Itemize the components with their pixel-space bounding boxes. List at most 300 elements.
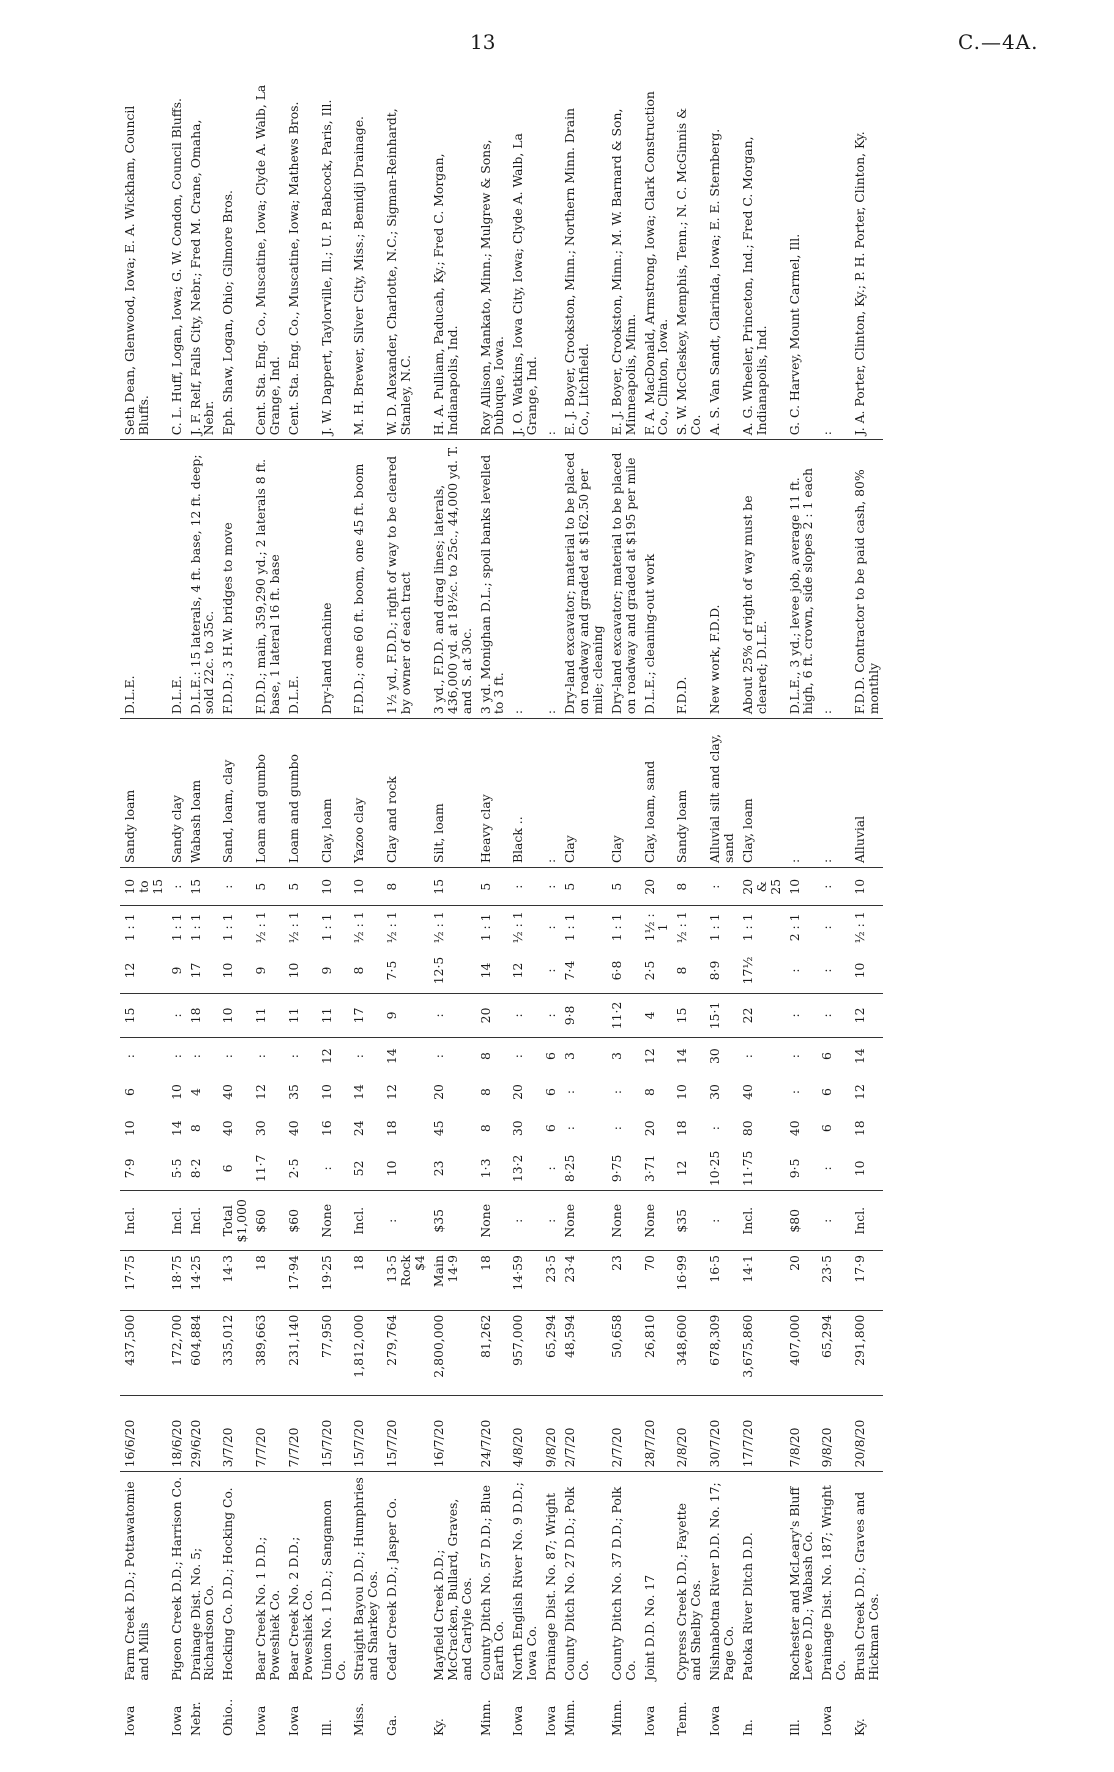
extras-cell: $35: [672, 1191, 705, 1251]
contractor-cell: H. A. Pulliam, Paducah, Ky.; Fred C. Morgan, Indianapolis, Ind.: [429, 80, 476, 440]
value-cell-1: 8·2: [186, 1146, 219, 1191]
method-cell: About 25% of right of way must be cleared; D.L.E.: [738, 440, 785, 719]
yardage-cell: 48,594: [560, 1310, 607, 1395]
value-cell-3: 6: [543, 1088, 559, 1096]
yardage-cell: 77,950: [317, 1310, 350, 1395]
value-cell-3: 20: [510, 1084, 526, 1100]
price-cell: Main 14·9: [429, 1251, 476, 1311]
price-cell: 16·99: [672, 1251, 705, 1311]
slope-cell: 1 : 1: [562, 913, 578, 942]
depth-cell: 15: [186, 868, 219, 906]
slope-cell: ½ : 1: [253, 911, 269, 944]
value-cell-2: 18: [384, 1120, 400, 1137]
value-cell-6: :: [541, 948, 560, 993]
value-cell-6: 9: [317, 948, 350, 993]
yardage-cell: 335,012: [218, 1310, 251, 1395]
value-cell-1: 10·25: [705, 1146, 738, 1191]
price-cell: 14·1: [738, 1251, 785, 1311]
value-cell-6: 8·9: [705, 948, 738, 993]
table-row: [218, 80, 251, 1740]
extras-cell: Incl.: [186, 1191, 219, 1251]
state-cell: Nebr.: [187, 1701, 203, 1736]
soil-cell: Wabash loam: [186, 719, 219, 868]
soil-cell: Clay, loam: [738, 719, 785, 868]
method-cell: D.L.E.: [120, 440, 167, 719]
table-row: [607, 80, 640, 1740]
value-cell-5: :: [817, 993, 850, 1038]
extras-cell: None: [640, 1191, 673, 1251]
value-cell-6: 8: [349, 948, 382, 993]
value-cell-6: 7·4: [560, 948, 607, 993]
value-cell-6: 8: [672, 948, 705, 993]
value-cell-5: 15: [120, 993, 167, 1038]
state-cell: Ill.: [786, 1719, 802, 1736]
contractor-cell: J. O. Watkins, Iowa City, Iowa; Clyde A. Walb, La Grange, Ind.: [508, 80, 541, 440]
value-cell-5: :: [508, 993, 541, 1038]
table-row: [186, 80, 219, 1740]
value-cell-2: 40: [220, 1120, 236, 1137]
value-cell-5: 12: [850, 993, 883, 1038]
project-cell: Hocking Co. D.D.; Hocking Co.: [220, 1487, 236, 1681]
soil-cell: Clay: [560, 719, 607, 868]
date-cell: 3/7/20: [218, 1395, 251, 1472]
price-cell: 14·3: [218, 1251, 251, 1311]
contractor-cell: C. L. Huff, Logan, Iowa; G. W. Condon, Council Bluffs.: [167, 80, 186, 440]
value-cell-4: :: [187, 1054, 203, 1059]
value-cell-1: :: [817, 1146, 850, 1191]
extras-cell: :: [382, 1191, 429, 1251]
value-cell-2: 24: [351, 1120, 367, 1137]
contractor-cell: E. J. Boyer, Crookston, Minn.; Northern Minn. Drain Co., Litchfield.: [560, 80, 607, 440]
depth-cell: :: [218, 868, 251, 906]
project-cell: North English River No. 9 D.D.; Iowa Co.: [510, 1482, 540, 1681]
value-cell-2: 30: [510, 1120, 526, 1137]
method-cell: F.D.D.: [672, 440, 705, 719]
project-cell: Brush Creek D.D.; Graves and Hickman Cos.: [852, 1491, 881, 1681]
slope-cell: 1 : 1: [187, 913, 203, 942]
price-cell: 14·25: [186, 1251, 219, 1311]
soil-cell: Sandy loam: [120, 719, 167, 868]
value-cell-3: 30: [707, 1084, 723, 1100]
date-cell: 15/7/20: [349, 1395, 382, 1472]
value-cell-4: :: [510, 1054, 526, 1059]
value-cell-5: 11: [317, 993, 350, 1038]
soil-cell: Yazoo clay: [349, 719, 382, 868]
contractor-cell: Seth Dean, Glenwood, Iowa; E. A. Wickham, Council Bluffs.: [120, 80, 167, 440]
price-cell: 19·25: [317, 1251, 350, 1311]
state-cell: Iowa: [122, 1705, 137, 1736]
value-cell-3: 10: [674, 1084, 690, 1100]
contractor-cell: Cent. Sta. Eng. Co., Muscatine, Iowa; Mathews Bros.: [284, 80, 317, 440]
yardage-cell: 26,810: [640, 1310, 673, 1395]
extras-cell: $60: [251, 1191, 284, 1251]
extras-cell: None: [607, 1191, 640, 1251]
contractor-cell: M. H. Brewer, Silver City, Miss.; Bemidji Drainage.: [349, 80, 382, 440]
project-cell: Cedar Creek D.D.; Jasper Co.: [384, 1497, 400, 1681]
extras-cell: Total $1,000: [218, 1191, 251, 1251]
soil-cell: :: [785, 719, 818, 868]
value-cell-2: :: [707, 1126, 723, 1131]
value-cell-1: 12: [672, 1146, 705, 1191]
extras-cell: $35: [429, 1191, 476, 1251]
value-cell-6: 17: [186, 948, 219, 993]
soil-cell: :: [817, 719, 850, 868]
value-cell-3: 35: [285, 1084, 301, 1100]
extras-cell: :: [817, 1191, 850, 1251]
state-cell: Iowa: [641, 1705, 657, 1736]
contractor-cell: Cent. Sta. Eng. Co., Muscatine, Iowa; Clyde A. Walb, La Grange, Ind.: [251, 80, 284, 440]
method-cell: Dry-land excavator; material to be placed on roadway and graded at $195 per mile: [607, 440, 640, 719]
yardage-cell: 65,294: [817, 1310, 850, 1395]
slope-cell: :: [543, 925, 559, 930]
table-row: [817, 80, 850, 1740]
extras-cell: Incl.: [349, 1191, 382, 1251]
date-cell: 28/7/20: [640, 1395, 673, 1472]
method-cell: F.D.D.; one 60 ft. boom, one 45 ft. boom: [349, 440, 382, 719]
method-cell: :: [817, 440, 850, 719]
table-row: [167, 80, 186, 1740]
table-row: [560, 80, 607, 1740]
contractor-cell: F. A. MacDonald, Armstrong, Iowa; Clark Construction Co., Clinton, Iowa.: [640, 80, 673, 440]
value-cell-4: :: [351, 1054, 367, 1059]
value-cell-6: 7·5: [382, 948, 429, 993]
price-cell: 16·5: [705, 1251, 738, 1311]
value-cell-2: 80: [739, 1120, 755, 1137]
value-cell-5: 11·2: [607, 993, 640, 1038]
value-cell-3: 14: [351, 1084, 367, 1100]
method-cell: 3 yd., F.D.D. and drag lines; laterals, 436,000 yd. at 18½c. to 25c., 44,000 yd. T. and S. at 30c.: [429, 440, 476, 719]
value-cell-4: 12: [641, 1048, 657, 1064]
table-row: [120, 80, 167, 1740]
table-row: [317, 80, 350, 1740]
depth-cell: 10: [850, 868, 883, 906]
value-cell-4: :: [220, 1054, 236, 1059]
table-row: [251, 80, 284, 1740]
value-cell-1: 23: [429, 1146, 476, 1191]
slope-cell: ½ : 1: [852, 911, 868, 944]
page-number: 13: [470, 30, 496, 54]
project-cell: Pigeon Creek D.D.; Harrison Co.: [168, 1476, 184, 1681]
value-cell-2: 14: [168, 1120, 184, 1137]
yardage-cell: 604,884: [186, 1310, 219, 1395]
value-cell-4: 14: [384, 1048, 400, 1064]
state-cell: Ky.: [430, 1718, 446, 1736]
slope-cell: 2 : 1: [786, 913, 802, 942]
extras-cell: Incl.: [738, 1191, 785, 1251]
price-cell: 13·5 Rock $4: [382, 1251, 429, 1311]
value-cell-4: 14: [674, 1048, 690, 1064]
date-cell: 15/7/20: [382, 1395, 429, 1472]
depth-cell: 15: [429, 868, 476, 906]
soil-cell: Alluvial silt and clay, sand: [705, 719, 738, 868]
date-cell: 2/8/20: [672, 1395, 705, 1472]
slope-cell: ½ : 1: [674, 911, 690, 944]
soil-cell: Sandy clay: [167, 719, 186, 868]
yardage-cell: 1,812,000: [349, 1310, 382, 1395]
depth-cell: 5: [476, 868, 509, 906]
price-cell: 14·59: [508, 1251, 541, 1311]
table-body: [120, 80, 883, 1740]
price-cell: 18·75: [167, 1251, 186, 1311]
state-cell: Ga.: [384, 1714, 400, 1736]
contractor-cell: J. W. Dappert, Taylorville, Ill.; U. P. Babcock, Paris, Ill.: [317, 80, 350, 440]
table-row: [672, 80, 705, 1740]
value-cell-1: 2·5: [284, 1146, 317, 1191]
depth-cell: 8: [382, 868, 429, 906]
yardage-cell: 81,262: [476, 1310, 509, 1395]
extras-cell: :: [508, 1191, 541, 1251]
slope-cell: ½ : 1: [351, 911, 367, 944]
project-cell: County Ditch No. 37 D.D.; Polk Co.: [608, 1486, 638, 1681]
state-cell: Iowa: [707, 1705, 723, 1736]
contractor-cell: J. F. Relf, Falls City, Nebr.; Fred M. Crane, Omaha, Nebr.: [186, 80, 219, 440]
soil-cell: Black ..: [508, 719, 541, 868]
table-row: [284, 80, 317, 1740]
project-cell: Nishnabotna River D.D. No. 17; Page Co.: [707, 1482, 736, 1681]
soil-cell: Silt, loam: [429, 719, 476, 868]
value-cell-1: 9·75: [607, 1146, 640, 1191]
yardage-cell: 50,658: [607, 1310, 640, 1395]
yardage-cell: 291,800: [850, 1310, 883, 1395]
price-cell: 18: [251, 1251, 284, 1311]
value-cell-2: 8: [187, 1124, 203, 1133]
table-row: [738, 80, 785, 1740]
slope-cell: ½ : 1: [430, 911, 446, 944]
soil-cell: Heavy clay: [476, 719, 509, 868]
value-cell-4: 3: [562, 1052, 578, 1061]
value-cell-6: 9: [167, 948, 186, 993]
value-cell-2: :: [562, 1126, 578, 1131]
slope-cell: :: [819, 925, 835, 930]
value-cell-6: 12: [120, 948, 167, 993]
value-cell-4: :: [430, 1054, 446, 1059]
value-cell-5: 9·8: [560, 993, 607, 1038]
value-cell-5: 4: [640, 993, 673, 1038]
value-cell-4: :: [739, 1054, 755, 1059]
method-cell: F.D.D. Contractor to be paid cash, 80% monthly: [850, 440, 883, 719]
table-row: [850, 80, 883, 1740]
state-cell: Iowa: [819, 1705, 835, 1736]
value-cell-5: :: [785, 993, 818, 1038]
depth-cell: 20 & 25: [738, 868, 785, 906]
project-cell: Rochester and McLeary's Bluff Levee D.D.; Wabash Co.: [786, 1486, 816, 1681]
price-cell: 23·5: [541, 1251, 560, 1311]
value-cell-5: 11: [251, 993, 284, 1038]
table-row: [382, 80, 429, 1740]
soil-cell: Loam and gumbo: [284, 719, 317, 868]
value-cell-1: 8·25: [560, 1146, 607, 1191]
slope-cell: 1 : 1: [122, 913, 137, 942]
yardage-cell: 65,294: [541, 1310, 560, 1395]
value-cell-3: 6: [819, 1088, 835, 1096]
slope-cell: 1 : 1: [739, 913, 755, 942]
project-cell: Bear Creek No. 2 D.D.; Poweshiek Co.: [285, 1536, 315, 1681]
contractor-cell: S. W. McCleskey, Memphis, Tenn.; N. C. McGinnis & Co.: [672, 80, 705, 440]
state-cell: Minn.: [477, 1699, 493, 1736]
project-cell: Cypress Creek D.D.; Fayette and Shelby Cos.: [674, 1503, 704, 1681]
yardage-cell: 678,309: [705, 1310, 738, 1395]
state-cell: Tenn.: [674, 1701, 690, 1736]
yardage-cell: 279,764: [382, 1310, 429, 1395]
method-cell: D.L.E., 3 yd.; levee job, average 11 ft. high, 6 ft. crown, side slopes 2 : 1 each: [785, 440, 818, 719]
method-cell: D.L.E.: [167, 440, 186, 719]
value-cell-5: 17: [349, 993, 382, 1038]
value-cell-6: 10: [284, 948, 317, 993]
value-cell-4: :: [168, 1054, 184, 1059]
date-cell: 2/7/20: [607, 1395, 640, 1472]
project-cell: Patoka River Ditch D.D.: [739, 1532, 755, 1681]
price-cell: 17·9: [850, 1251, 883, 1311]
project-cell: Joint D.D. No. 17: [641, 1574, 657, 1681]
value-cell-1: 10: [382, 1146, 429, 1191]
extras-cell: :: [541, 1191, 560, 1251]
value-cell-4: :: [786, 1054, 802, 1059]
project-cell: Mayfield Creek D.D.; McCracken, Bullard, Graves, and Carlyle Cos.: [430, 1498, 474, 1681]
date-cell: 4/8/20: [508, 1395, 541, 1472]
value-cell-2: 10: [122, 1120, 137, 1137]
depth-cell: 5: [560, 868, 607, 906]
depth-cell: :: [167, 868, 186, 906]
value-cell-5: 9: [382, 993, 429, 1038]
soil-cell: :: [541, 719, 560, 868]
yardage-cell: 231,140: [284, 1310, 317, 1395]
value-cell-2: 20: [641, 1120, 657, 1137]
depth-cell: 5: [284, 868, 317, 906]
value-cell-2: 8: [477, 1124, 493, 1133]
price-cell: 23: [607, 1251, 640, 1311]
value-cell-1: 11·75: [738, 1146, 785, 1191]
soil-cell: Loam and gumbo: [251, 719, 284, 868]
state-cell: Iowa: [168, 1705, 184, 1736]
contractor-cell: :: [541, 80, 560, 440]
value-cell-3: 10: [318, 1084, 334, 1100]
value-cell-1: :: [541, 1146, 560, 1191]
value-cell-2: 30: [253, 1120, 269, 1137]
value-cell-5: :: [429, 993, 476, 1038]
date-cell: 7/8/20: [785, 1395, 818, 1472]
value-cell-1: 7·9: [120, 1146, 167, 1191]
date-cell: 16/6/20: [120, 1395, 167, 1472]
extras-cell: $60: [284, 1191, 317, 1251]
value-cell-4: 12: [318, 1048, 334, 1064]
yardage-cell: 2,800,000: [429, 1310, 476, 1395]
date-cell: 2/7/20: [560, 1395, 607, 1472]
depth-cell: 8: [672, 868, 705, 906]
value-cell-5: 15·1: [705, 993, 738, 1038]
date-cell: 17/7/20: [738, 1395, 785, 1472]
project-cell: Farm Creek D.D.; Pottawatomie and Mills: [122, 1481, 151, 1681]
table-row: [541, 80, 560, 1740]
value-cell-3: 40: [739, 1084, 755, 1100]
table-row: [429, 80, 476, 1740]
state-cell: Iowa: [510, 1705, 526, 1736]
value-cell-1: 5·5: [167, 1146, 186, 1191]
value-cell-2: 40: [786, 1120, 802, 1137]
date-cell: 16/7/20: [429, 1395, 476, 1472]
method-cell: D.L.E.; cleaning-out work: [640, 440, 673, 719]
price-cell: 20: [785, 1251, 818, 1311]
value-cell-5: :: [167, 993, 186, 1038]
value-cell-3: 6: [122, 1088, 137, 1096]
date-cell: 20/8/20: [850, 1395, 883, 1472]
value-cell-3: 12: [384, 1084, 400, 1100]
yardage-cell: 172,700: [167, 1310, 186, 1395]
rotated-table-region: [120, 80, 980, 1740]
contractor-cell: Roy Allison, Mankato, Minn.; Mulgrew & Sons, Dubuque, Iowa.: [476, 80, 509, 440]
date-cell: 9/8/20: [817, 1395, 850, 1472]
project-cell: Union No. 1 D.D.; Sangamon Co.: [318, 1499, 348, 1681]
value-cell-6: 9: [251, 948, 284, 993]
project-cell: Drainage Dist. No. 5; Richardson Co.: [187, 1547, 217, 1681]
soil-cell: Sandy loam: [672, 719, 705, 868]
value-cell-5: 22: [738, 993, 785, 1038]
yardage-cell: 957,000: [508, 1310, 541, 1395]
value-cell-5: 15: [672, 993, 705, 1038]
contractor-cell: Eph. Shaw, Logan, Ohio; Gilmore Bros.: [218, 80, 251, 440]
date-cell: 9/8/20: [541, 1395, 560, 1472]
extras-cell: None: [476, 1191, 509, 1251]
slope-cell: 1½ : 1: [641, 913, 671, 942]
value-cell-1: 11·7: [251, 1146, 284, 1191]
date-cell: 18/6/20: [167, 1395, 186, 1472]
slope-cell: ½ : 1: [285, 911, 301, 944]
state-cell: Ky.: [852, 1718, 868, 1736]
depth-cell: :: [541, 868, 560, 906]
method-cell: :: [508, 440, 541, 719]
slope-cell: 1 : 1: [168, 913, 184, 942]
yardage-cell: 348,600: [672, 1310, 705, 1395]
contractor-cell: A. G. Wheeler, Princeton, Ind.; Fred C. Morgan, Indianapolis, Ind.: [738, 80, 785, 440]
value-cell-1: :: [317, 1146, 350, 1191]
value-cell-6: :: [817, 948, 850, 993]
value-cell-6: 10: [850, 948, 883, 993]
value-cell-3: 40: [220, 1084, 236, 1100]
slope-cell: ½ : 1: [510, 911, 526, 944]
value-cell-5: 10: [218, 993, 251, 1038]
value-cell-4: 6: [543, 1052, 559, 1061]
extras-cell: Incl.: [850, 1191, 883, 1251]
value-cell-5: :: [541, 993, 560, 1038]
price-cell: 17·75: [120, 1251, 167, 1311]
soil-cell: Clay: [607, 719, 640, 868]
method-cell: :: [541, 440, 560, 719]
slope-cell: 1 : 1: [707, 913, 723, 942]
value-cell-3: 8: [477, 1088, 493, 1096]
state-cell: Ohio..: [220, 1698, 236, 1736]
value-cell-6: 17½: [738, 948, 785, 993]
yardage-cell: 437,500: [120, 1310, 167, 1395]
slope-cell: 1 : 1: [220, 913, 236, 942]
value-cell-4: 6: [819, 1052, 835, 1061]
state-cell: Iowa: [253, 1705, 269, 1736]
method-cell: 1½ yd., F.D.D.; right of way to be cleared by owner of each tract: [382, 440, 429, 719]
contractor-cell: J. A. Porter, Clinton, Ky.; P. H. Porter, Clinton, Ky.: [850, 80, 883, 440]
slope-cell: ½ : 1: [384, 911, 400, 944]
method-cell: D.L.E.: [284, 440, 317, 719]
value-cell-6: 14: [476, 948, 509, 993]
project-cell: Drainage Dist. No. 187; Wright Co.: [819, 1485, 849, 1681]
value-cell-6: 12·5: [429, 948, 476, 993]
value-cell-5: 20: [476, 993, 509, 1038]
price-cell: 18: [349, 1251, 382, 1311]
date-cell: 29/6/20: [186, 1395, 219, 1472]
state-cell: Miss.: [351, 1702, 367, 1736]
project-cell: County Ditch No. 57 D.D.; Blue Earth Co.: [477, 1485, 507, 1681]
value-cell-1: 9·5: [785, 1146, 818, 1191]
state-cell: Iowa: [285, 1705, 301, 1736]
value-cell-4: 3: [608, 1052, 624, 1061]
value-cell-4: :: [122, 1054, 137, 1059]
